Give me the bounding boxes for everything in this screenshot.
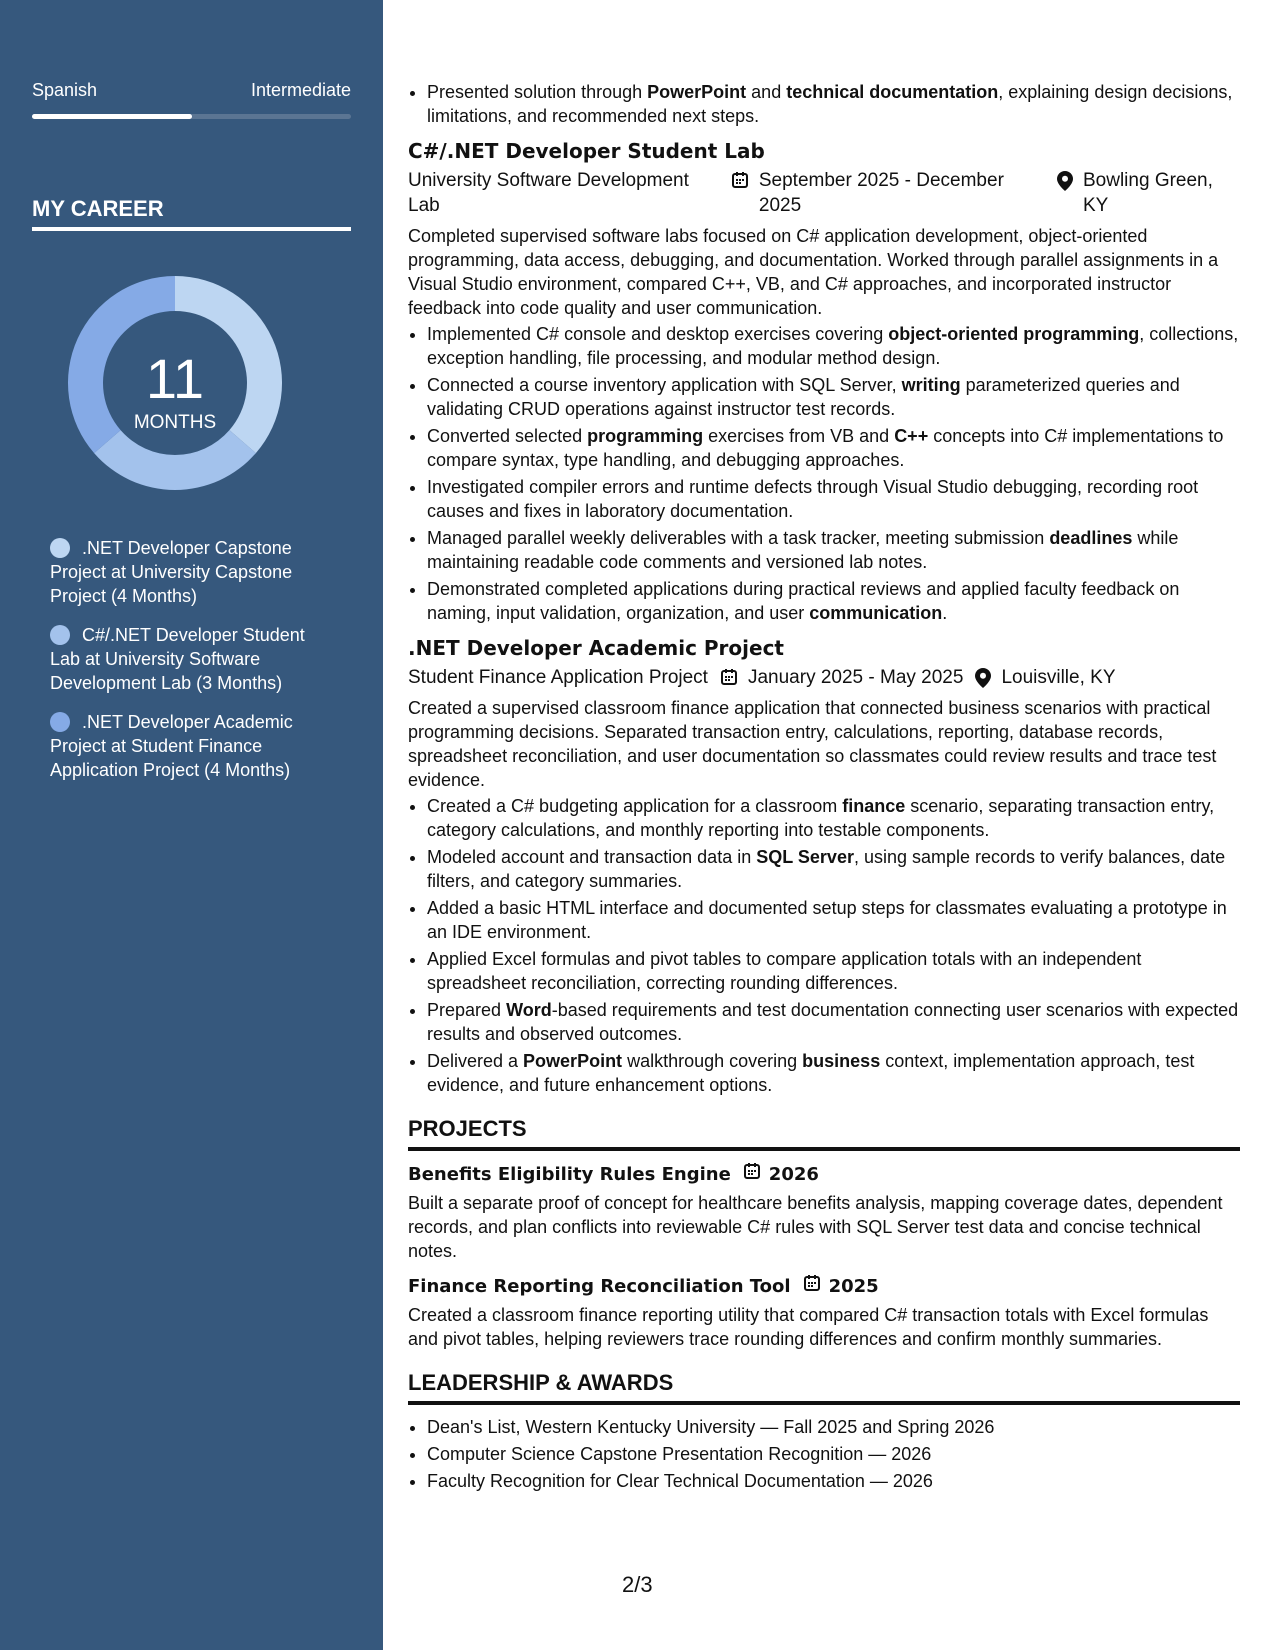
job-dates: January 2025 - May 2025 [747, 667, 964, 688]
job-bullet: • Modeled account and transaction data in SQL Server, using sample records to verify balances, date filters, and category summaries. [427, 845, 1240, 893]
job-entry [408, 633, 1240, 1097]
job-location: Louisville, KY [1001, 667, 1116, 688]
project-year: 2025 [828, 1276, 879, 1297]
project-year: 2026 [768, 1164, 819, 1185]
job-title: .NET Developer Academic Project [408, 636, 784, 660]
job-dates: September 2025 - December 2025 [758, 170, 1004, 216]
job-description: Completed supervised software labs focused on C# application development, object-oriented programming, data access, debugging, and documentation. Worked through parallel assignments in a Visual Studio environment, compared C++, VB, and C# approaches, and incorporated instructor feedback into code quality and user communication. [408, 226, 1219, 318]
calendar-icon [743, 1162, 761, 1180]
job-meta [408, 665, 1240, 690]
career-item-text: .NET Developer Capstone Project at University Capstone Project (4 Months) [50, 538, 293, 606]
career-item-text: .NET Developer Academic Project at Student Finance Application Project (4 Months) [50, 712, 293, 780]
sidebar [0, 0, 383, 1650]
career-item [50, 623, 335, 695]
job-bullet: • Prepared Word-based requirements and test documentation connecting user scenarios with expected results and observed outcomes. [427, 998, 1240, 1046]
calendar-icon [803, 1274, 821, 1292]
job-bullet: • Investigated compiler errors and runtime defects through Visual Studio debugging, recording root causes and fixes in laboratory documentation. [427, 475, 1240, 523]
award-item: • Computer Science Capstone Presentation Recognition — 2026 [427, 1442, 1240, 1466]
project-header [408, 1161, 1240, 1189]
job-title: C#/.NET Developer Student Lab [408, 139, 765, 163]
job-bullets [408, 322, 1240, 625]
job-bullet: • Presented solution through PowerPoint and technical documentation, explaining design decisions, limitations, and recommended next steps. [427, 80, 1240, 128]
awards-section-title: LEADERSHIP & AWARDS [408, 1369, 1240, 1405]
career-divider [32, 227, 351, 231]
career-item [50, 536, 335, 608]
job-bullets [408, 794, 1240, 1097]
donut-unit: MONTHS [133, 412, 217, 433]
award-item: • Dean's List, Western Kentucky University — Fall 2025 and Spring 2026 [427, 1415, 1240, 1439]
page-number: 2/3 [622, 1572, 653, 1597]
career-dot-icon [50, 712, 70, 732]
career-dot-icon [50, 625, 70, 645]
job-bullet: • Delivered a PowerPoint walkthrough covering business context, implementation approach, test evidence, and future enhancement options. [427, 1049, 1240, 1097]
job-bullet: • Created a C# budgeting application for a classroom finance scenario, separating transaction entry, category calculations, and monthly reporting into testable components. [427, 794, 1240, 842]
job-bullet: • Demonstrated completed applications during practical reviews and applied faculty feedback on naming, input validation, organization, and user communication. [427, 577, 1240, 625]
job-location: Bowling Green, KY [1083, 170, 1213, 216]
job-org: Student Finance Application Project [408, 667, 708, 688]
awards-list [408, 1415, 1240, 1493]
project-entry [408, 1161, 1240, 1263]
job-org: University Software Development Lab [408, 170, 689, 216]
location-pin-icon [1057, 171, 1073, 191]
career-dot-icon [50, 538, 70, 558]
job-bullet: • Implemented C# console and desktop exercises covering object-oriented programming, collections, exception handling, file processing, and modular method design. [427, 322, 1240, 370]
job-meta [408, 168, 1240, 218]
career-item [50, 710, 335, 782]
project-description: Built a separate proof of concept for healthcare benefits analysis, mapping coverage dates, dependent records, and plan conflicts into reviewable C# rules with SQL Server test data and concise technical notes. [408, 1193, 1223, 1261]
donut-number: 11 [145, 347, 205, 410]
job-bullet: • Added a basic HTML interface and documented setup steps for classmates evaluating a prototype in an IDE environment. [427, 896, 1240, 944]
job-bullet: • Connected a course inventory application with SQL Server, writing parameterized queries and validating CRUD operations against instructor test records. [427, 373, 1240, 421]
language-proficiency-fill [32, 114, 192, 119]
project-header [408, 1273, 1240, 1301]
project-list [408, 1161, 1240, 1351]
location-pin-icon [975, 668, 991, 688]
project-name: Finance Reporting Reconciliation Tool [408, 1276, 791, 1297]
job-bullet: • Managed parallel weekly deliverables with a task tracker, meeting submission deadlines while maintaining readable code comments and versioned lab notes. [427, 526, 1240, 574]
previous-job-bullets [408, 80, 1240, 128]
job-bullet: • Applied Excel formulas and pivot tables to compare application totals with an independent spreadsheet reconciliation, correcting rounding differences. [427, 947, 1240, 995]
language-level: Intermediate [250, 80, 351, 100]
job-bullet: • Converted selected programming exercises from VB and C++ concepts into C# implementations to compare syntax, type handling, and debugging approaches. [427, 424, 1240, 472]
job-description: Created a supervised classroom finance application that connected business scenarios with practical programming decisions. Separated transaction entry, calculations, reporting, database records, spreadsheet reconciliation, and user documentation so classmates could review results and trace test evidence. [408, 698, 1217, 790]
job-entry [408, 136, 1240, 625]
projects-section-title: PROJECTS [408, 1115, 1240, 1151]
project-description: Created a classroom finance reporting utility that compared C# transaction totals with Excel formulas and pivot tables, helping reviewers trace rounding differences and confirm monthly summaries. [408, 1305, 1209, 1349]
donut-segment [94, 430, 256, 490]
career-section-title: MY CAREER [32, 196, 164, 221]
job-list [408, 136, 1240, 1097]
calendar-icon [731, 171, 749, 189]
project-entry [408, 1273, 1240, 1351]
main-content [408, 80, 1240, 1496]
career-months-donut-chart [66, 274, 284, 492]
language-proficiency-bar [32, 114, 351, 119]
language-name: Spanish [32, 80, 98, 100]
award-item: • Faculty Recognition for Clear Technical Documentation — 2026 [427, 1469, 1240, 1493]
project-name: Benefits Eligibility Rules Engine [408, 1164, 731, 1185]
career-list [50, 536, 335, 797]
calendar-icon [720, 668, 738, 686]
career-item-text: C#/.NET Developer Student Lab at University Software Development Lab (3 Months) [50, 625, 305, 693]
